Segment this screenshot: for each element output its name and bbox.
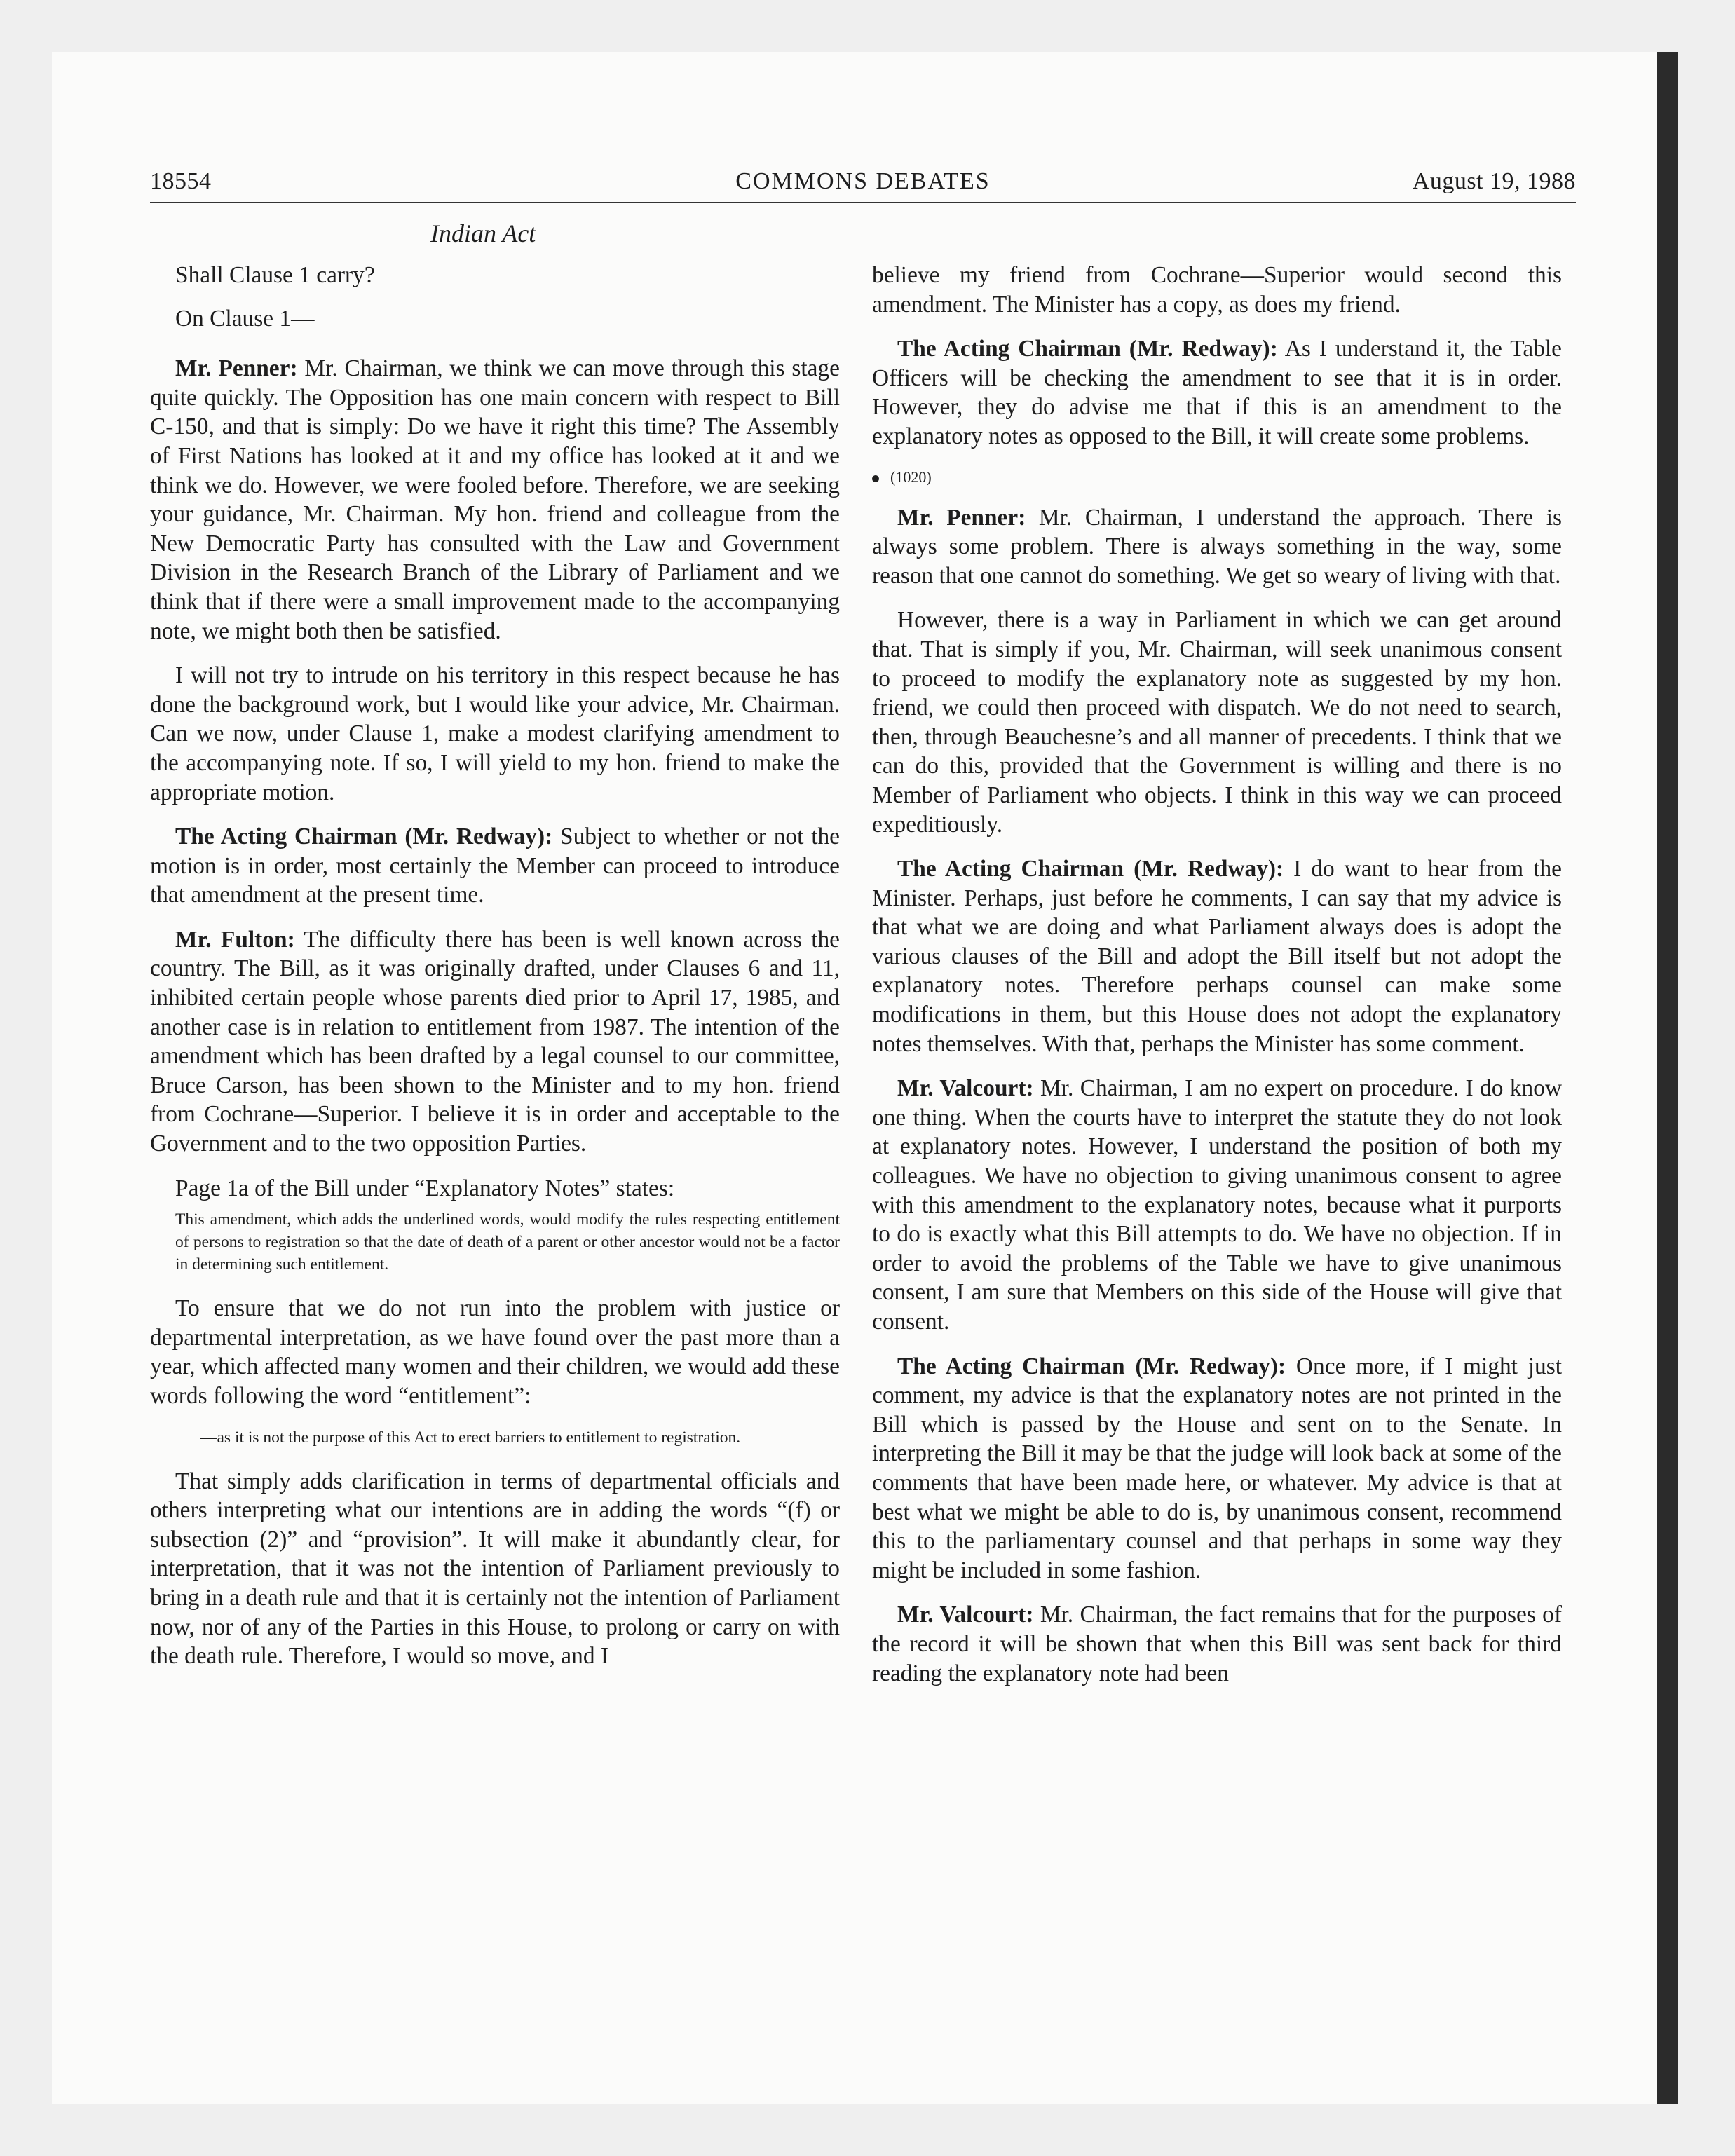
time-marker xyxy=(872,467,1562,488)
paragraph: To ensure that we do not run into the problem with justice or departmental interpretation, as we have found over the past more than a year, which affected many women and their children, we would add these words following the word “entitlement”: xyxy=(150,1295,840,1409)
speech-paragraph xyxy=(150,925,840,1159)
speech-paragraph xyxy=(872,1600,1562,1688)
speaker-name: Mr. Penner: xyxy=(175,355,298,382)
paragraph: Shall Clause 1 carry? xyxy=(175,262,375,288)
speech-paragraph xyxy=(150,822,840,910)
page-header xyxy=(150,168,1576,203)
paragraph: On Clause 1— xyxy=(175,305,315,332)
left-column xyxy=(150,261,840,1686)
speech-text: Mr. Chairman, the fact remains that for the purposes of the record it will be shown that when this Bill was sent back for third reading the explanatory note had been xyxy=(872,1602,1562,1686)
speaker-name: The Acting Chairman (Mr. Redway): xyxy=(897,1353,1286,1379)
speech-text: Mr. Chairman, I understand the approach. There is always some problem. There is always something in the way, some reason that one cannot do something. We get so weary of living with that. xyxy=(872,504,1562,589)
speech-paragraph xyxy=(150,354,840,646)
speaker-name: Mr. Penner: xyxy=(897,504,1026,531)
publication-title: COMMONS DEBATES xyxy=(735,168,991,194)
paragraph: I will not try to intrude on his territory in this respect because he has done the background work, but I would like your advice, Mr. Chairman. Can we now, under Clause 1, make a modest clarifying amendment to the accompanying note. If so, I will yield to my hon. friend to make the appropriate motion. xyxy=(150,662,840,805)
speech-text: Mr. Chairman, I am no expert on procedure. I do know one thing. When the courts have to interpret the statute they do not look at explanatory notes. However, I understand the position of both my colleagues. We have no objection to giving unanimous consent to agree with this amendment to the explanatory notes, because what it purports to do is exactly what this Bill attempts to do. We have no objection. If in order to avoid the problems of the Table we have to give unanimous consent, I am sure that Members on this side of the House will give that consent. xyxy=(872,1075,1562,1335)
speech-paragraph xyxy=(872,503,1562,591)
subject-heading: Indian Act xyxy=(430,219,536,247)
speech-text: Mr. Chairman, we think we can move through this stage quite quickly. The Opposition has one main concern with respect to Bill C-150, and that is simply: Do we have it right this time? The Assembly of First Nations has looked at it and my office has looked at it and we think we do. However, we were fooled before. Therefore, we are seeking your guidance, Mr. Chairman. My hon. friend and colleague from the New Democratic Party has consulted with the Law and Government Division in the Research Branch of the Library of Parliament and we think that if there were a small improvement made to the accompanying note, we might both then be satisfied. xyxy=(150,355,840,644)
paragraph: That simply adds clarification in terms of departmental officials and others interpreting what our intentions are in adding the words “(f) or subsection (2)” and “provision”. It will make it abundantly clear, for interpretation, that it was not the intention of Parliament previously to bring in a death rule and that it is certainly not the intention of Parliament now, nor of any of the Parties in this House, to prolong or carry on with the death rule. Therefore, I would so move, and I xyxy=(150,1468,840,1670)
quoted-amendment: —as it is not the purpose of this Act to erect barriers to entitlement to registration. xyxy=(200,1428,741,1447)
speech-text: Once more, if I might just comment, my advice is that the explanatory notes are not printed in the Bill which is passed by the House and sent on to the Senate. In interpreting the Bill it may be that the judge will look back at some of the comments that have been made here, or whatever. My advice is that at best what we might be able to do is, by unanimous consent, recommend this to the parliamentary counsel and that perhaps in some way they might be included in some fashion. xyxy=(872,1353,1562,1583)
speech-paragraph xyxy=(872,334,1562,451)
speech-text: The difficulty there has been is well known across the country. The Bill, as it was originally drafted, under Clauses 6 and 11, inhibited certain people whose parents died prior to April 17, 1985, and another case is in relation to entitlement from 1987. The intention of the amendment which has been drafted by a legal counsel to our committee, Bruce Carson, has been shown to the Minister and to my hon. friend from Cochrane—Superior. I believe it is in order and acceptable to the Government and to the two opposition Parties. xyxy=(150,926,840,1157)
speaker-name: The Acting Chairman (Mr. Redway): xyxy=(175,824,553,850)
time-marker-text: (1020) xyxy=(890,468,932,486)
header-rule xyxy=(150,202,1576,203)
paragraph: However, there is a way in Parliament in which we can get around that. That is simply if you, Mr. Chairman, will seek unanimous consent to proceed to modify the explanatory note as suggested by my hon. friend, we could then proceed with dispatch. We do not need to search, then, through Beauchesne’s and all manner of precedents. I think that we can do this, provided that the Government is willing and there is no Member of Parliament who objects. I think in this way we can proceed expeditiously. xyxy=(872,607,1562,838)
scan-edge-bar xyxy=(1657,52,1678,2104)
paragraph: Page 1a of the Bill under “Explanatory Notes” states: xyxy=(175,1175,675,1201)
speech-paragraph xyxy=(872,854,1562,1058)
page-date: August 19, 1988 xyxy=(1412,168,1576,194)
speech-text: As I understand it, the Table Officers will be checking the amendment to see that it is in order. However, they do advise me that if this is an amendment to the explanatory notes as opposed to the Bill, it will create some problems. xyxy=(872,336,1562,449)
speech-paragraph xyxy=(872,1352,1562,1585)
speaker-name: The Acting Chairman (Mr. Redway): xyxy=(897,336,1278,362)
quoted-note: This amendment, which adds the underlined words, would modify the rules respecting entitlement of persons to registration so that the date of death of a parent or other ancestor would not be a factor in determining such entitlement. xyxy=(175,1210,840,1274)
speaker-name: The Acting Chairman (Mr. Redway): xyxy=(897,856,1284,882)
speaker-name: Mr. Valcourt: xyxy=(897,1602,1034,1628)
right-column xyxy=(872,261,1562,1703)
speech-text: Subject to whether or not the motion is in order, most certainly the Member can proceed to introduce that amendment at the present time. xyxy=(150,824,840,908)
speech-text: I do want to hear from the Minister. Perhaps, just before he comments, I can say that my advice is that what we are doing and what Parliament always does is adopt the various clauses of the Bill and adopt the Bill itself but not adopt the explanatory notes. Therefore perhaps counsel can make some modifications in them, but this House does not adopt the explanatory notes themselves. With that, perhaps the Minister has some comment. xyxy=(872,856,1562,1057)
page-number: 18554 xyxy=(150,168,212,194)
speech-paragraph xyxy=(872,1074,1562,1336)
bullet-dot-icon xyxy=(872,475,879,482)
paragraph: believe my friend from Cochrane—Superior would second this amendment. The Minister has a copy, as does my friend. xyxy=(872,262,1562,318)
speaker-name: Mr. Valcourt: xyxy=(897,1075,1034,1102)
speaker-name: Mr. Fulton: xyxy=(175,926,295,953)
